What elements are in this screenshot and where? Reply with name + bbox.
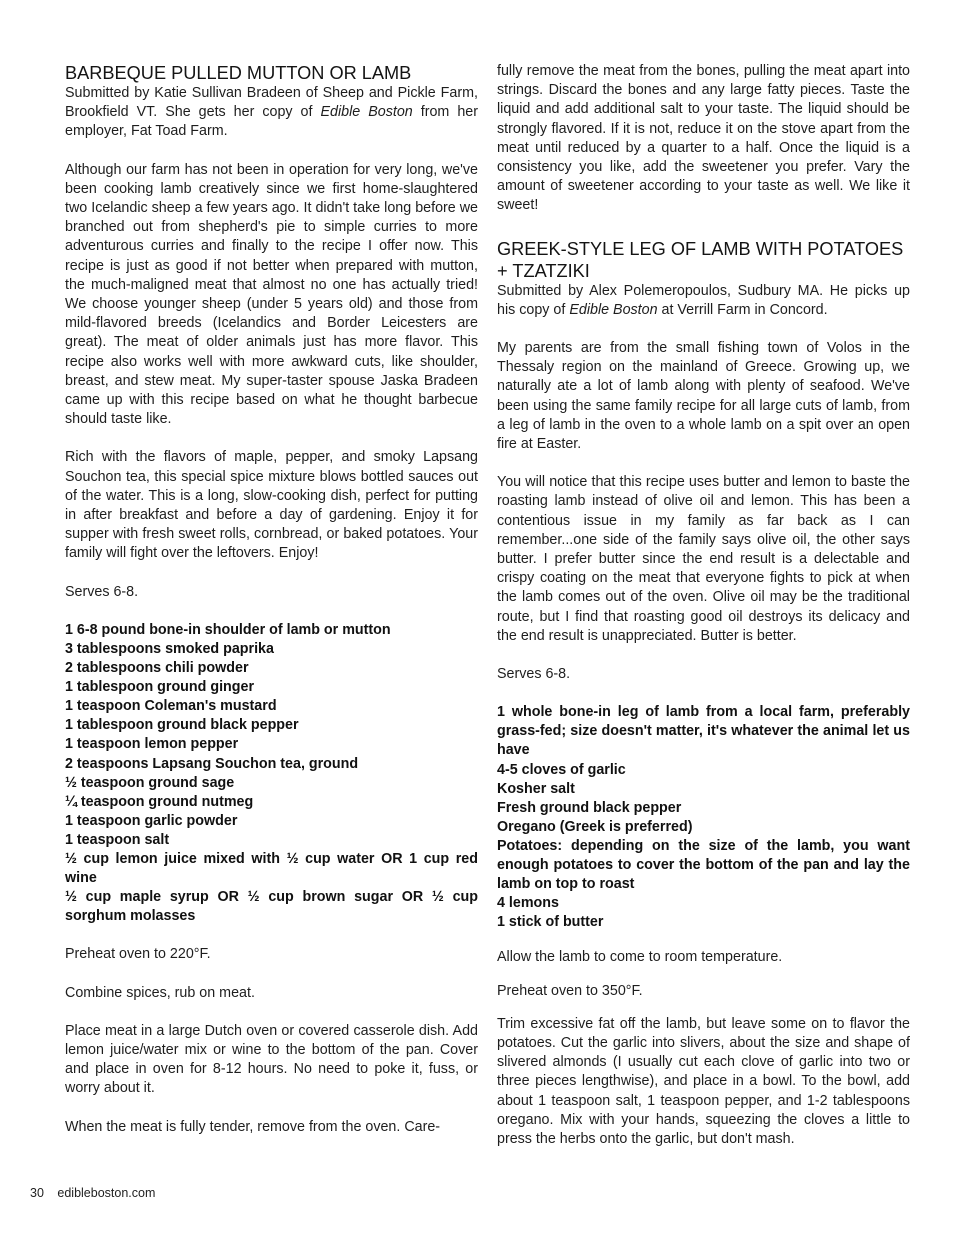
page-footer	[30, 1186, 155, 1200]
recipe1-step-cook: Place meat in a large Dutch oven or covered casserole dish. Add lemon juice/water mix or wine to the bottom of the pan. Cover and place in oven for 8-12 hours. No need to poke it, fuss, or worry about it.	[65, 1022, 478, 1097]
recipe2-intro-paragraph: My parents are from the small fishing town of Volos in the Thessaly region on the mainland of Greece. Growing up, we naturally ate a lot of lamb along with plenty of seafood. We've been using the same family recipe for all large cuts of lamb, from a leg of lamb in the oven to a whole lamb on a spit over an open fire at Easter.	[497, 340, 910, 453]
ingredient-item: 3 tablespoons smoked paprika	[65, 640, 274, 657]
recipe2-serves: Serves 6-8.	[497, 666, 571, 683]
recipe1-step-preheat: Preheat oven to 220°F.	[65, 946, 211, 963]
recipe1-ingredient-list	[65, 621, 478, 927]
recipe1-step-combine: Combine spices, rub on meat.	[65, 984, 255, 1001]
ingredient-item: 4 lemons	[497, 895, 559, 912]
page-number: 30	[30, 1186, 44, 1200]
ingredient-item: Kosher salt	[497, 780, 575, 797]
recipe1-flavor-paragraph: Rich with the flavors of maple, pepper, and smoky Lapsang Souchon tea, this special spice mixture blows bottled sauces out of the water. This is a long, slow-cooking dish, perfect for putting in after breakfast and before a day of gardening. Enjoy it for supper with fresh sweet rolls, cornbread, or baked potatoes. Your family will fight over the leftovers. Enjoy!	[65, 449, 478, 562]
ingredient-item: 2 teaspoons Lapsang Souchon tea, ground	[65, 755, 359, 772]
recipe1-credit-pre: Submitted by Katie Sullivan Bradeen of Sheep and Pickle Farm, Brookfield VT. She gets her copy of	[65, 85, 478, 121]
ingredient-item: Fresh ground black pepper	[497, 799, 682, 816]
ingredient-item: 1 teaspoon garlic powder	[65, 812, 238, 829]
ingredient-item: Oregano (Greek is preferred)	[497, 818, 693, 835]
recipe2-title: GREEK-STYLE LEG OF LAMB WITH POTATOES + TZATZIKI	[497, 238, 904, 281]
site-url: edibleboston.com	[57, 1186, 156, 1200]
ingredient-item: 1 teaspoon lemon pepper	[65, 736, 239, 753]
ingredient-item: 1 tablespoon ground black pepper	[65, 717, 299, 734]
recipe1-title: BARBEQUE PULLED MUTTON OR LAMB	[65, 63, 412, 83]
ingredient-item: ½ teaspoon ground sage	[65, 774, 235, 791]
ingredient-item: Potatoes: depending on the size of the lamb, you want enough potatoes to cover the bottom of the pan and lay the lamb on top to roast	[497, 837, 910, 893]
recipe1-credit	[65, 84, 478, 142]
recipe1-credit-publication: Edible Boston	[320, 104, 413, 121]
recipe1-intro-paragraph: Although our farm has not been in operation for very long, we've been cooking lamb creatively since we first home-slaughtered two Icelandic sheep a few years ago. It didn't take long before we branched out from shepherd's pie to simple curries to more adventurous curries and finally to the recipe I offer now. This recipe is just as good if not better when prepared with mutton, the much-maligned meat that almost no one has actually tried! We choose younger sheep (under 5 years old) and those from mild-flavored breeds (Icelandics and Border Leicesters are great). The meat of older animals just has more flavor. This recipe also works well with more awkward cuts, like shoulder, breast, and stew meat. My super-taster spouse Jaska Bradeen came up with this recipe based on what he thought barbecue should taste like.	[65, 161, 478, 428]
ingredient-item: 1 6-8 pound bone-in shoulder of lamb or mutton	[65, 621, 391, 638]
recipe2-step-trim: Trim excessive fat off the lamb, but leave some on to flavor the potatoes. Cut the garlic into slivers, about the size and shape of slivered almonds (I usually cut each clove of garlic into two or three pieces lengthwise), and place in a bowl. To the bowl, add about 1 teaspoon salt, 1 teaspoon pepper, and 1-2 tablespoons oregano. Mix with your hands, squeezing the cloves a little to press the herbs onto the garlic, but don't mash.	[497, 1015, 910, 1148]
recipe1-credit-post: from her employer, Fat Toad Farm.	[65, 104, 479, 140]
ingredient-item: 1 stick of butter	[497, 914, 604, 931]
right-column	[497, 62, 910, 1149]
ingredient-item: 4-5 cloves of garlic	[497, 761, 626, 778]
recipe1-step-finish-continued: fully remove the meat from the bones, pulling the meat apart into strings. Discard the bones and any large fatty pieces. Taste the liquid and add additional salt to your taste. The liquid should be strongly flavored. If it is not, reduce it on the stove apart from the meat until reduced by a quarter to a half. Once the liquid is a consistency you like, add the sweetener you prefer. Vary the amount of sweetener according to your taste as well. We like it sweet!	[497, 63, 910, 214]
ingredient-item: 1 tablespoon ground ginger	[65, 679, 255, 696]
recipe2-ingredient-list	[497, 703, 910, 932]
left-column	[65, 62, 478, 1137]
recipe1-serves: Serves 6-8.	[65, 583, 139, 600]
ingredient-item: ½ cup lemon juice mixed with ½ cup water OR 1 cup red wine	[65, 851, 478, 887]
ingredient-item: 2 tablespoons chili powder	[65, 660, 249, 677]
recipe2-butter-paragraph: You will notice that this recipe uses butter and lemon to baste the roasting lamb instead of olive oil and lemon. This has been a contentious issue in my family as far back as I can remember...one side of the family says olive oil, the other says butter. I prefer butter since the end result is a delectable and crispy coating on the meat that everyone fights to pick at when the lamb comes out of the oven. Olive oil may be the traditional route, but I find that roasting good oil destroys its delicacy and the end result is unappreciated. Butter is better.	[497, 474, 910, 644]
ingredient-item: 1 teaspoon salt	[65, 831, 170, 848]
ingredient-item: 1 teaspoon Coleman's mustard	[65, 698, 277, 715]
recipe2-credit	[497, 282, 910, 320]
recipe2-step-room-temp: Allow the lamb to come to room temperature.	[497, 949, 783, 966]
recipe2-credit-pre: Submitted by Alex Polemeropoulos, Sudbury MA. He picks up his copy of	[497, 282, 910, 318]
ingredient-item: 1 whole bone-in leg of lamb from a local farm, preferably grass-fed; size doesn't matter, it's whatever the animal let us have	[497, 704, 910, 759]
recipe1-step-finish-start: When the meat is fully tender, remove from the oven. Care-	[65, 1118, 441, 1135]
recipe2-credit-post: at Verrill Farm in Concord.	[657, 301, 828, 318]
ingredient-item: ½ cup maple syrup OR ½ cup brown sugar OR ½ cup sorghum molasses	[65, 889, 478, 925]
recipe2-credit-publication: Edible Boston	[569, 301, 658, 318]
ingredient-item: ¼ teaspoon ground nutmeg	[65, 793, 254, 810]
recipe2-step-preheat: Preheat oven to 350°F.	[497, 982, 643, 999]
